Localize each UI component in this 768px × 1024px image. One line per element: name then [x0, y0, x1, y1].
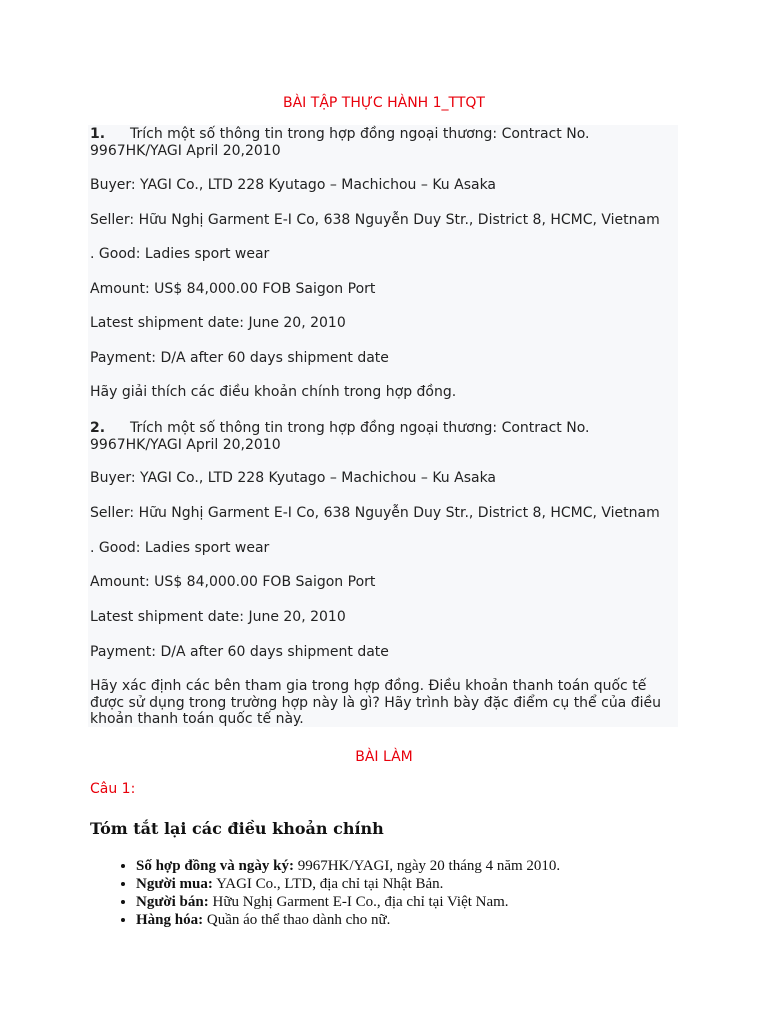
exercise-2-intro-text: Trích một số thông tin trong hợp đồng ngoại thương: Contract No. 9967HK/YAGI April 20,2010 — [90, 420, 590, 453]
item-text: Quần áo thể thao dành cho nữ. — [203, 912, 391, 928]
list-item — [136, 893, 696, 911]
list-item — [136, 875, 696, 893]
exercise-1-number: 1. — [90, 126, 106, 142]
list-item — [136, 911, 696, 929]
item-label: Số hợp đồng và ngày ký: — [136, 858, 294, 874]
list-item — [136, 857, 696, 875]
exercise-1-intro — [90, 126, 680, 159]
exercise-2-number: 2. — [90, 420, 106, 436]
summary-heading: Tóm tắt lại các điều khoản chính — [90, 819, 384, 838]
item-text: 9967HK/YAGI, ngày 20 tháng 4 năm 2010. — [293, 858, 561, 874]
exercise-1-intro-text: Trích một số thông tin trong hợp đồng ngoại thương: Contract No. 9967HK/YAGI April 20,2010 — [90, 126, 590, 159]
exercise-2-amount: Amount: US$ 84,000.00 FOB Saigon Port — [90, 574, 376, 590]
exercise-2-question: Hãy xác định các bên tham gia trong hợp đồng. Điều khoản thanh toán quốc tế được sử dụng trong trường hợp này là gì? Hãy trình bày đặc điểm cụ thể của điều khoản thanh toán quốc tế này. — [90, 678, 661, 727]
answer-heading: BÀI LÀM — [355, 749, 413, 765]
exercise-1-shipment: Latest shipment date: June 20, 2010 — [90, 315, 346, 331]
item-label: Người bán: — [136, 894, 209, 910]
exercise-2-buyer: Buyer: YAGI Co., LTD 228 Kyutago – Machichou – Ku Asaka — [90, 470, 497, 486]
exercise-1-good: . Good: Ladies sport wear — [90, 246, 270, 262]
exercise-2-shipment: Latest shipment date: June 20, 2010 — [90, 609, 346, 625]
item-label: Người mua: — [136, 876, 213, 892]
exercise-2-payment: Payment: D/A after 60 days shipment date — [90, 644, 389, 660]
exercise-2-seller: Seller: Hữu Nghị Garment E-I Co, 638 Nguyễn Duy Str., District 8, HCMC, Vietnam — [90, 505, 660, 521]
document-title: BÀI TẬP THỰC HÀNH 1_TTQT — [283, 95, 485, 111]
question-1-label: Câu 1: — [90, 781, 136, 797]
exercise-1-question: Hãy giải thích các điều khoản chính trong hợp đồng. — [90, 384, 457, 400]
exercise-2-good: . Good: Ladies sport wear — [90, 540, 270, 556]
item-text: YAGI Co., LTD, địa chỉ tại Nhật Bản. — [212, 876, 444, 892]
item-text: Hữu Nghị Garment E-I Co., địa chỉ tại Việt Nam. — [208, 894, 509, 910]
exercise-2-intro — [90, 420, 680, 453]
item-label: Hàng hóa: — [136, 912, 204, 928]
exercise-1-seller: Seller: Hữu Nghị Garment E-I Co, 638 Nguyễn Duy Str., District 8, HCMC, Vietnam — [90, 212, 660, 228]
summary-list — [90, 857, 696, 929]
exercise-1-amount: Amount: US$ 84,000.00 FOB Saigon Port — [90, 281, 376, 297]
exercise-1-buyer: Buyer: YAGI Co., LTD 228 Kyutago – Machichou – Ku Asaka — [90, 177, 497, 193]
exercise-1-payment: Payment: D/A after 60 days shipment date — [90, 350, 389, 366]
